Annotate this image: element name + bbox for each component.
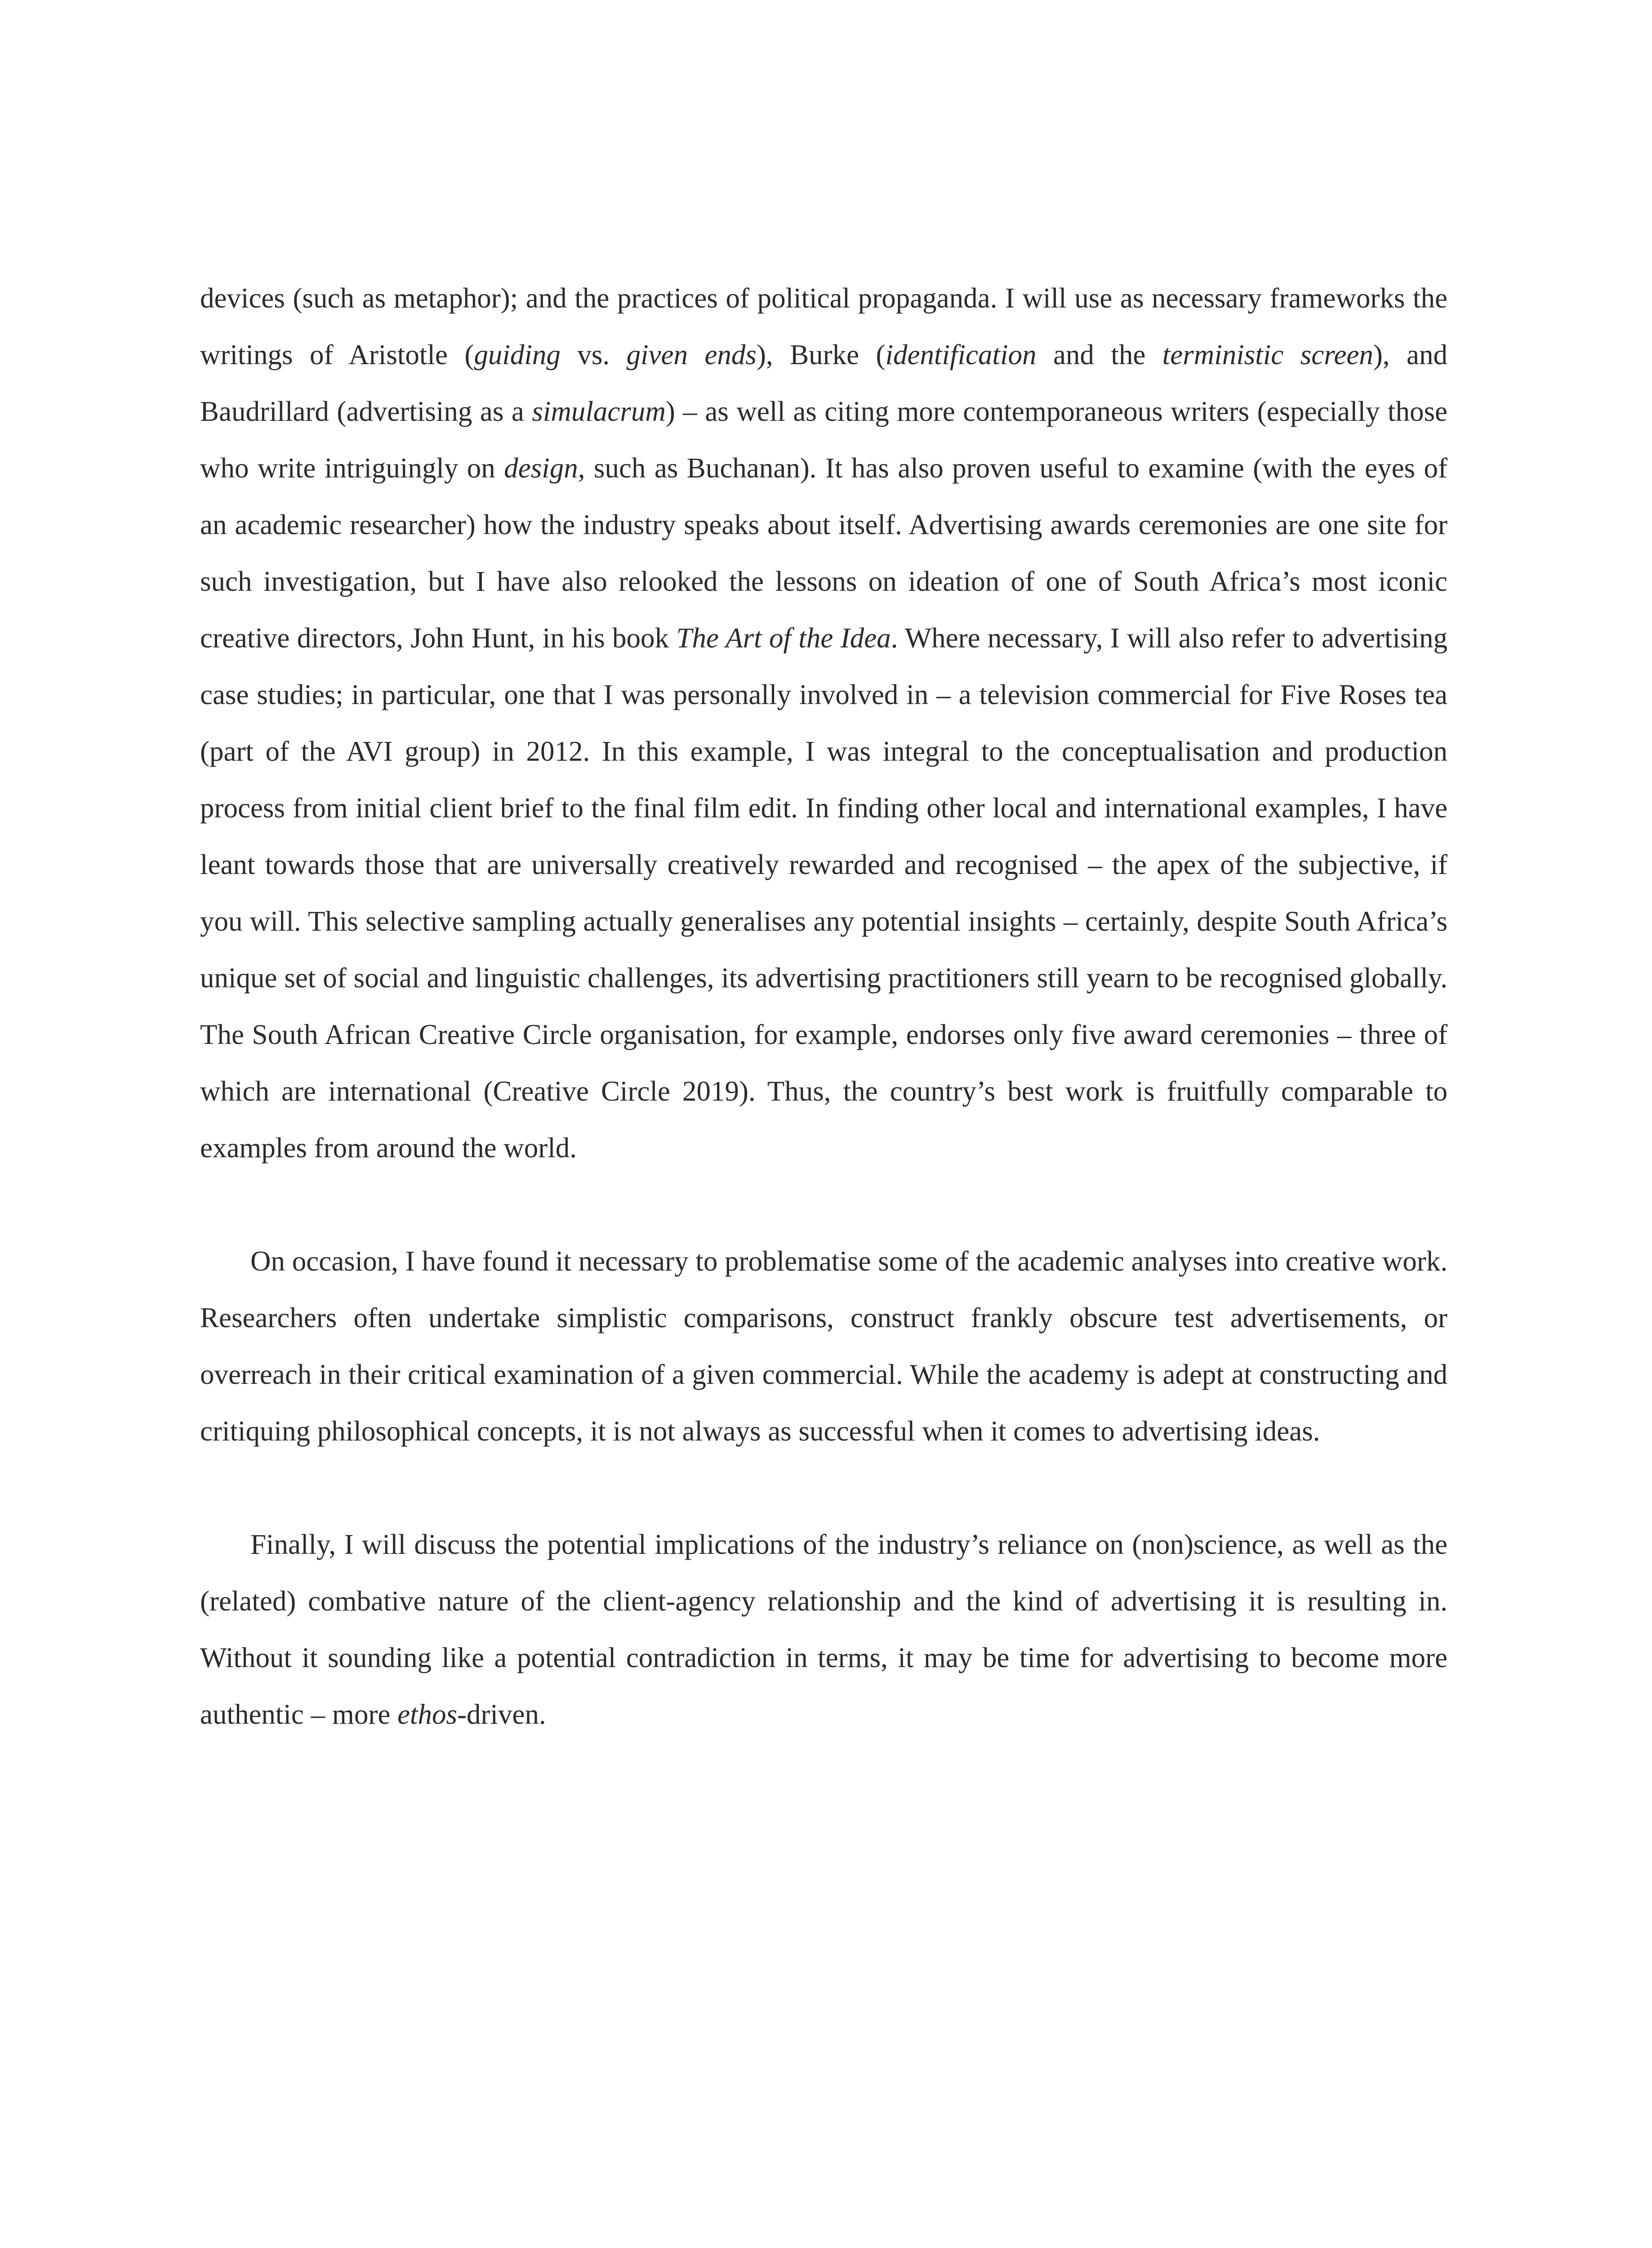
text-run: -driven. bbox=[457, 1699, 546, 1730]
text-run: vs. bbox=[560, 339, 627, 370]
text-run: ), Burke ( bbox=[756, 339, 886, 370]
book-title: The Art of the Idea bbox=[676, 622, 891, 654]
italic-term: given ends bbox=[626, 339, 757, 370]
text-run: devices (such as metaphor); and the practices of political propaganda. I will use as necessary frameworks the writings of Aristotle ( bbox=[200, 282, 1447, 370]
paragraph-2 bbox=[200, 1233, 1447, 1459]
text-run: . Where necessary, I will also refer to advertising case studies; in particular, one that I was personally involved in – a television commercial for Five Roses tea (part of the AVI group) in 2012. In this example, I was integral to the conceptualisation and production process from initial client brief to the final film edit. In finding other local and international examples, I have leant towards those that are universally creatively rewarded and recognised – the apex of the subjective, if you will. This selective sampling actually generalises any potential insights – certainly, despite South Africa’s unique set of social and linguistic challenges, its advertising practitioners still yearn to be recognised globally. The South African Creative Circle organisation, for example, endorses only five award ceremonies – three of which are international (Creative Circle 2019). Thus, the country’s best work is fruitfully comparable to examples from around the world. bbox=[200, 622, 1447, 1164]
italic-term: guiding bbox=[474, 339, 561, 370]
italic-term: simulacrum bbox=[532, 396, 666, 427]
italic-term: design bbox=[504, 452, 578, 484]
italic-term: terministic screen bbox=[1162, 339, 1373, 370]
text-run: , such as Buchanan). It has also proven useful to examine (with the eyes of an academic researcher) how the industry speaks about itself. Advertising awards ceremonies are one site for such investigation, but I have also relooked the lessons on ideation of one of South Africa’s most iconic creative directors, John Hunt, in his book bbox=[200, 452, 1447, 654]
body-text bbox=[200, 270, 1447, 1743]
text-run: Finally, I will discuss the potential implications of the industry’s reliance on (non)science, as well as the (related) combative nature of the client-agency relationship and the kind of advertising it is resulting in. Without it sounding like a potential contradiction in terms, it may be time for advertising to become more authentic – more bbox=[200, 1529, 1447, 1730]
paragraph-1 bbox=[200, 270, 1447, 1176]
text-run: On occasion, I have found it necessary to problematise some of the academic analyses into creative work. Researchers often undertake simplistic comparisons, construct frankly obscure test advertisements, or overreach in their critical examination of a given commercial. While the academy is adept at constructing and critiquing philosophical concepts, it is not always as successful when it comes to advertising ideas. bbox=[200, 1245, 1447, 1447]
text-run: ) – as well as citing more contemporaneous writers (especially those who write intriguingly on bbox=[200, 396, 1447, 484]
italic-term: ethos bbox=[397, 1699, 458, 1730]
text-run: ), and Baudrillard (advertising as a bbox=[200, 339, 1447, 427]
paragraph-3 bbox=[200, 1516, 1447, 1743]
italic-term: identification bbox=[885, 339, 1037, 370]
text-run: and the bbox=[1036, 339, 1162, 370]
